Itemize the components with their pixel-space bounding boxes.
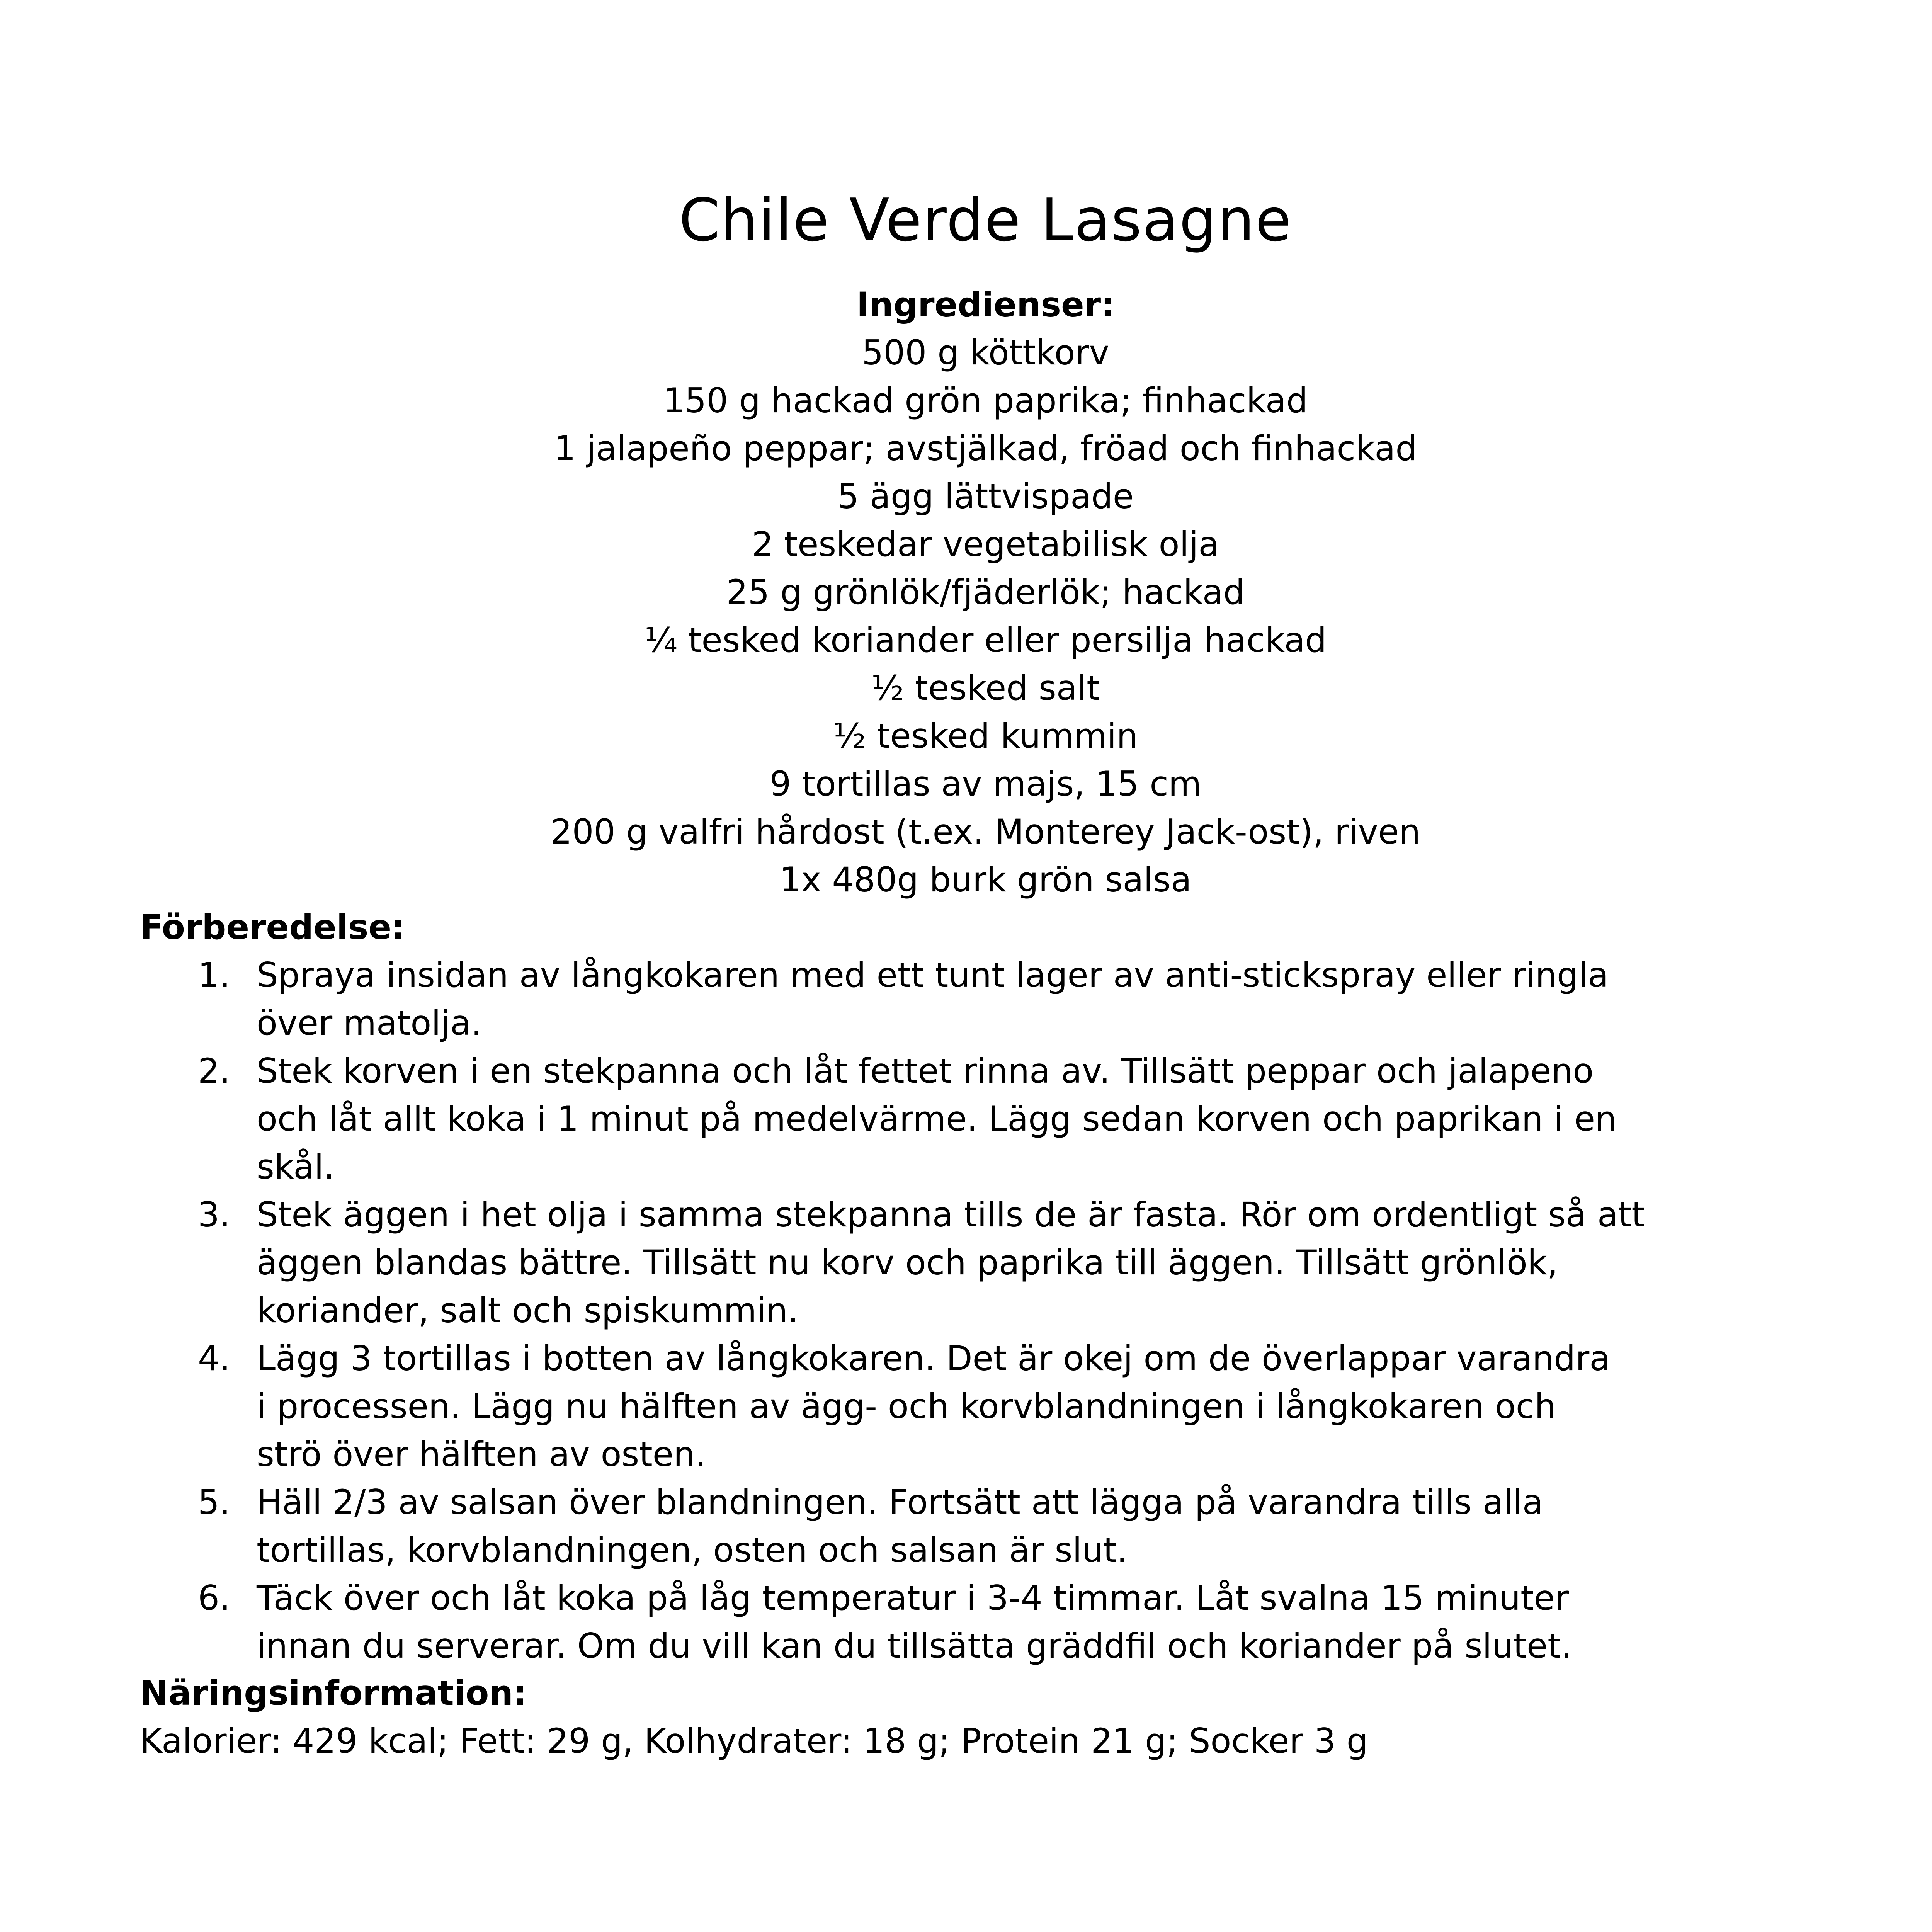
step-text-line: Spraya insidan av långkokaren med ett tunt lager av anti-stickspray eller ringla [257,955,1609,995]
step-text-line: Täck över och låt koka på låg temperatur i 3-4 timmar. Låt svalna 15 minuter [257,1578,1569,1618]
step-number: 1. [198,955,230,995]
ingredient-item: 500 g köttkorv [862,333,1109,372]
step-number: 5. [198,1482,230,1522]
ingredient-item: 5 ägg lättvispade [837,476,1134,516]
step-text-line: koriander, salt och spiskummin. [257,1291,799,1330]
step-text-line: Häll 2/3 av salsan över blandningen. Fortsätt att lägga på varandra tills alla [257,1482,1543,1522]
ingredient-item: 9 tortillas av majs, 15 cm [769,764,1202,804]
step-text-line: och låt allt koka i 1 minut på medelvärme. Lägg sedan korven och paprikan i en [257,1099,1617,1139]
step-number: 4. [198,1338,230,1378]
ingredient-item: 25 g grönlök/fjäderlök; hackad [726,572,1245,612]
nutrition-text: Kalorier: 429 kcal; Fett: 29 g, Kolhydrater: 18 g; Protein 21 g; Socker 3 g [140,1721,1368,1761]
recipe-title: Chile Verde Lasagne [679,186,1293,254]
step-text-line: äggen blandas bättre. Tillsätt nu korv och paprika till äggen. Tillsätt grönlök, [257,1243,1558,1282]
ingredients-heading: Ingredienser: [856,285,1115,325]
step-text-line: tortillas, korvblandningen, osten och salsan är slut. [257,1530,1128,1570]
step-item [140,1047,1801,1191]
ingredient-list [0,329,1932,904]
step-text-line: Stek korven i en stekpanna och låt fettet rinna av. Tillsätt peppar och jalapeno [257,1051,1594,1091]
step-item [140,1191,1801,1335]
ingredient-item: 2 teskedar vegetabilisk olja [752,524,1219,564]
step-item [140,1335,1801,1478]
preparation-steps [140,951,1801,1670]
step-text-line: skål. [257,1147,335,1187]
step-item [140,951,1801,1047]
preparation-heading: Förberedelse: [140,907,405,947]
ingredient-item: ½ tesked kummin [833,716,1138,756]
step-text-line: innan du serverar. Om du vill kan du tillsätta gräddfil och koriander på slutet. [257,1626,1572,1666]
step-number: 3. [198,1195,230,1235]
step-text-line: Stek äggen i het olja i samma stekpanna tills de är fasta. Rör om ordentligt så att [257,1195,1645,1235]
step-item [140,1574,1801,1670]
step-text-line: över matolja. [257,1003,482,1043]
ingredient-item: 1 jalapeño peppar; avstjälkad, fröad och finhackad [554,429,1417,468]
step-item [140,1478,1801,1574]
ingredient-item: 150 g hackad grön paprika; finhackad [663,381,1308,420]
nutrition-heading: Näringsinformation: [140,1673,527,1713]
step-text-line: Lägg 3 tortillas i botten av långkokaren. Det är okej om de överlappar varandra [257,1338,1611,1378]
ingredient-item: 1x 480g burk grön salsa [779,860,1192,900]
ingredient-item: ¼ tesked koriander eller persilja hackad [644,620,1327,660]
ingredient-item: ½ tesked salt [871,668,1100,708]
step-text-line: i processen. Lägg nu hälften av ägg- och korvblandningen i långkokaren och [257,1386,1556,1426]
step-number: 2. [198,1051,230,1091]
step-number: 6. [198,1578,230,1618]
step-text-line: strö över hälften av osten. [257,1434,706,1474]
ingredient-item: 200 g valfri hårdost (t.ex. Monterey Jack-ost), riven [550,812,1421,852]
